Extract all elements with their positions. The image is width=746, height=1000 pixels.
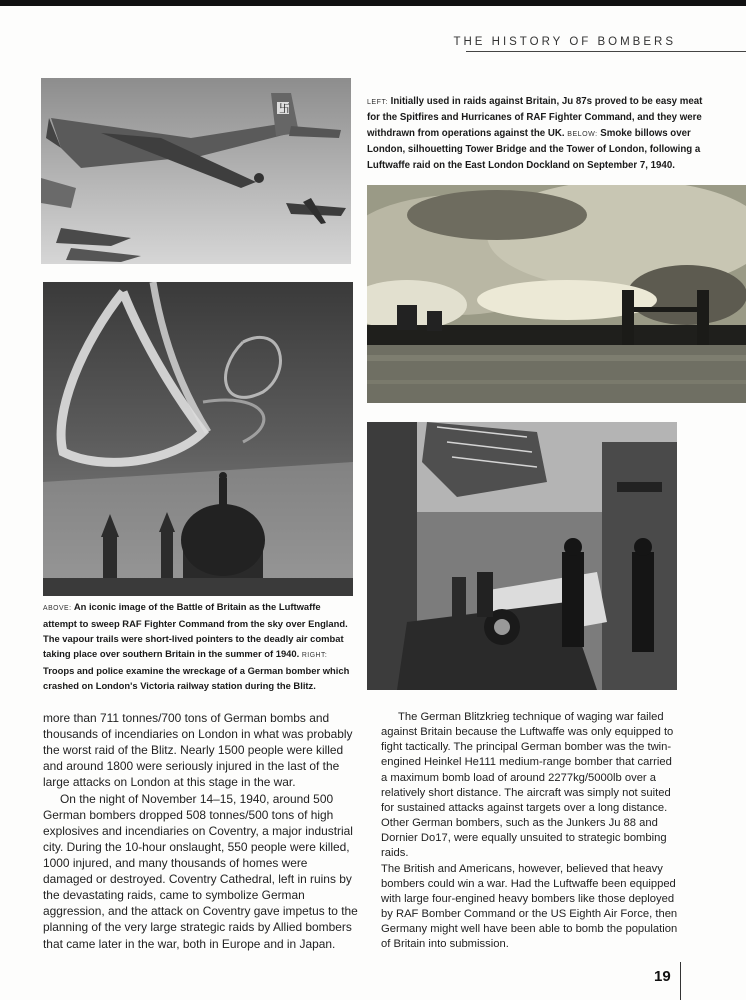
svg-text:卐: 卐 bbox=[279, 102, 290, 115]
body-paragraph: The German Blitzkrieg technique of waging war failed against Britain because the Luftwaffe was only equipped to fight tactically. The principal German bomber was the twin-engined Heinkel He111 medium-range bomber that carried a maximum bomb load of around 2277kg/5000lb over a relatively short distance. The aircraft was simply not suited for sustained attacks against targets over a long distance. Other German bombers, such as the Junkers Ju 88 and Dornier Do17, were equally unsuited to strategic bombing raids. bbox=[381, 711, 674, 860]
page-number-rule bbox=[680, 962, 681, 1000]
caption-text-london: Smoke billows over London, silhouetting Tower Bridge and the Tower of London, following a Luftwaffe raid on the East London Dockland on September 7, 1940. bbox=[367, 127, 701, 171]
caption-text-wreckage: Troops and police examine the wreckage of a German bomber which crashed on London's Victoria railway station during the Blitz. bbox=[43, 664, 350, 691]
body-paragraph: On the night of November 14–15, 1940, around 500 German bombers dropped 508 tonnes/500 tons of high explosives and incendiaries on Coventry, a major industrial city. During the 10-hour onslaught, 550 people were killed, 1000 injured, and many thousands of homes were damaged or destroyed. Coventry Cathedral, left in ruins by the devastating raids, came to symbolize German aggression, and the attack on Coventry gave impetus to the planning of the very large strategic raids by Allied bombers that came later in the war, both in Europe and in Japan. bbox=[43, 791, 358, 951]
caption-text-stukas: Initially used in raids against Britain, Ju 87s proved to be easy meat for the Spitfires and Hurricanes of RAF Fighter Command, and they were withdrawn from operations against the UK. bbox=[367, 96, 703, 139]
photo-ju87-stukas bbox=[41, 78, 351, 264]
body-paragraph: more than 711 tonnes/700 tons of German bombs and thousands of incendiaries on London in what was probably the worst raid of the Blitz. Nearly 1500 people were killed and around 1800 were seriously injured in the last of the large attacks on London at this stage in the war. bbox=[43, 711, 353, 790]
running-head: THE HISTORY OF BOMBERS bbox=[453, 36, 676, 48]
body-column-left bbox=[43, 710, 360, 952]
photo-victoria-station-wreckage bbox=[367, 422, 677, 690]
top-rule bbox=[0, 0, 746, 6]
caption-stukas-and-london bbox=[367, 94, 712, 173]
header-rule bbox=[466, 51, 746, 52]
body-paragraph: The British and Americans, however, believed that heavy bombers could win a war. Had the Luftwaffe been equipped with large four-engined heavy bombers like those deployed by RAF Bomber Command or the US Eighth Air Force, then Germany might well have been able to bomb the population of Britain into submission. bbox=[381, 862, 678, 951]
caption-text-st-pauls: An iconic image of the Battle of Britain as the Luftwaffe attempt to sweep RAF Fighter Command from the sky over England. The vapour trails were short-lived pointers to the deadly air combat taking place over southern Britain in the summer of 1940. bbox=[43, 601, 348, 659]
body-column-right bbox=[381, 710, 681, 953]
caption-st-pauls-and-wreckage bbox=[43, 600, 353, 694]
photo-london-tower-bridge-smoke bbox=[367, 185, 746, 403]
photo-st-pauls-vapour-trails bbox=[43, 282, 353, 596]
caption-label-above: ABOVE: bbox=[43, 605, 72, 612]
caption-label-left: LEFT: bbox=[367, 99, 388, 106]
caption-label-below: BELOW: bbox=[567, 130, 598, 138]
page-number: 19 bbox=[654, 968, 671, 985]
caption-label-right: RIGHT: bbox=[301, 651, 328, 659]
